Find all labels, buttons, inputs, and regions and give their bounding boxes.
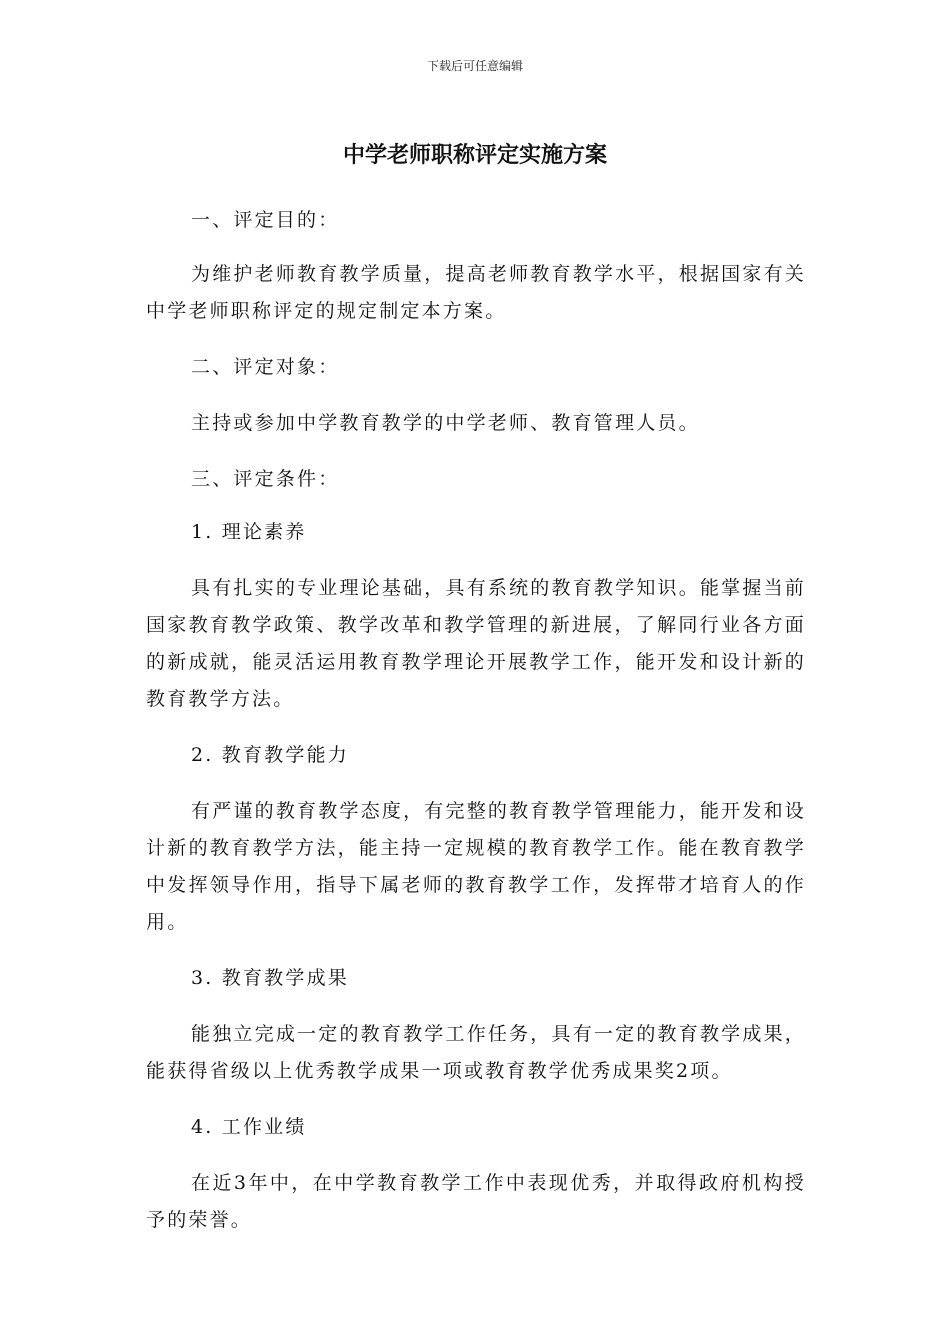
- condition-heading-performance: 4. 工作业绩: [191, 1116, 307, 1138]
- condition-heading-results: 3. 教育教学成果: [191, 967, 349, 989]
- section-heading-purpose: 一、评定目的：: [191, 209, 340, 231]
- condition-text-results: 能独立完成一定的教育教学工作任务，具有一定的教育教学成果，能获得省级以上优秀教学成果一项或教育教学优秀成果奖2项。: [146, 1023, 806, 1082]
- condition-text-ability: 有严谨的教育教学态度，有完整的教育教学管理能力，能开发和设计新的教育教学方法，能主持一定规模的教育教学工作。能在教育教学中发挥领导作用，指导下属老师的教育教学工作，发挥带才培育人的作用。: [146, 800, 806, 933]
- section-text-target: 主持或参加中学教育教学的中学老师、教育管理人员。: [191, 412, 700, 434]
- document-title: 中学老师职称评定实施方案: [342, 143, 607, 168]
- condition-text-performance: 在近3年中，在中学教育教学工作中表现优秀，并取得政府机构授予的荣誉。: [146, 1172, 806, 1231]
- condition-heading-ability: 2. 教育教学能力: [191, 744, 349, 766]
- condition-text-theory: 具有扎实的专业理论基础，具有系统的教育教学知识。能掌握当前国家教育教学政策、教学改革和教学管理的新进展，了解同行业各方面的新成就，能灵活运用教育教学理论开展教学工作，能开发和设计新的教育教学方法。: [146, 577, 806, 710]
- condition-heading-theory: 1. 理论素养: [191, 521, 307, 543]
- header-note: 下载后可任意编辑: [426, 59, 523, 73]
- section-text-purpose: 为维护老师教育教学质量，提高老师教育教学水平，根据国家有关中学老师职称评定的规定制定本方案。: [146, 263, 806, 322]
- section-heading-target: 二、评定对象：: [191, 356, 340, 378]
- section-heading-conditions: 三、评定条件：: [191, 468, 340, 490]
- document-body: [146, 205, 806, 1239]
